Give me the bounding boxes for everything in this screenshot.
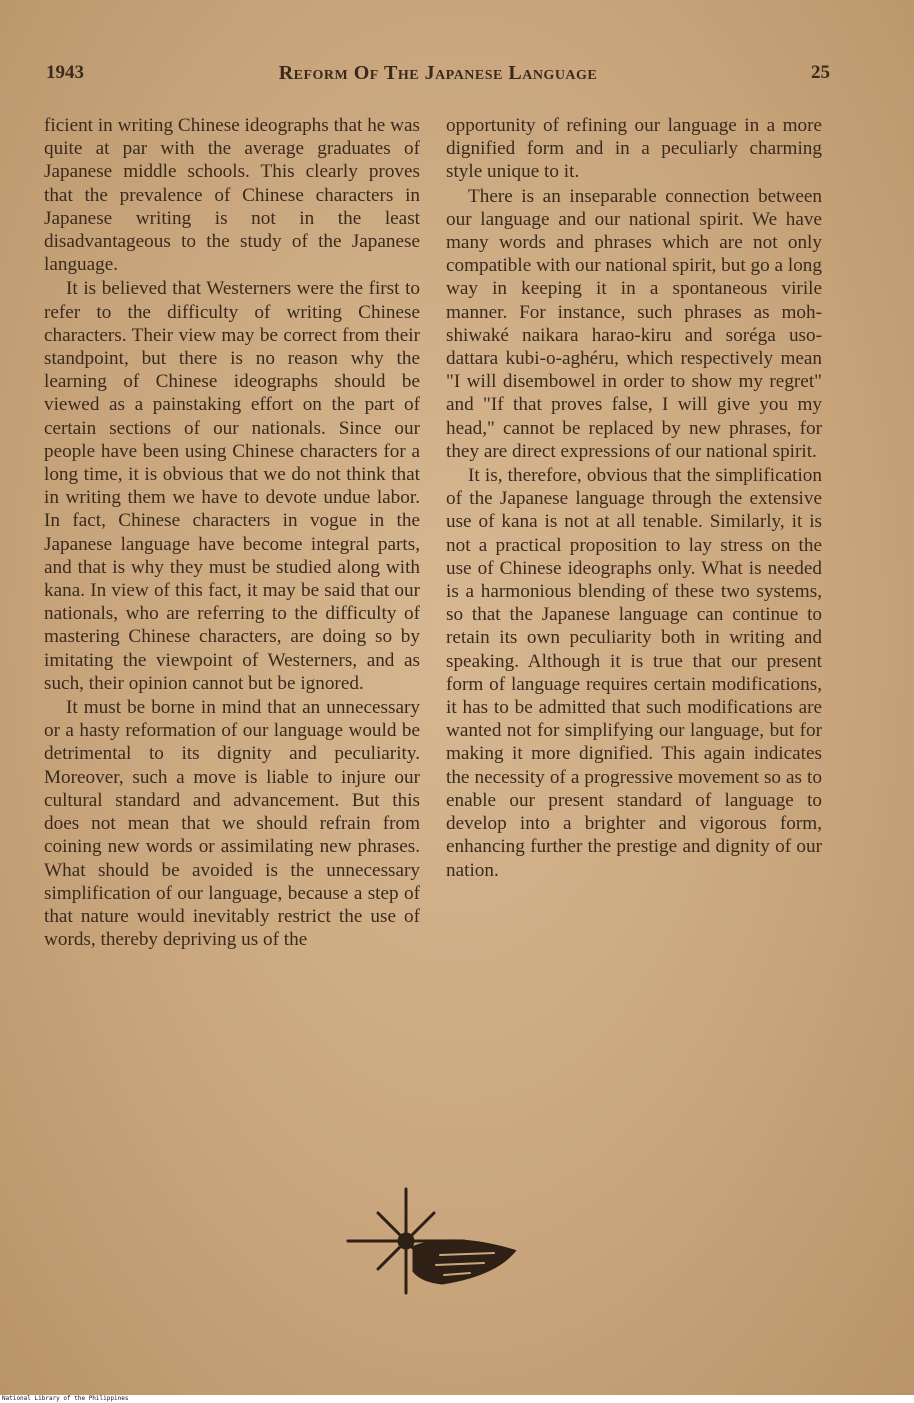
paragraph: It is, therefore, obvious that the simplification of the Japanese language through the extensive use of kana is not at all tenable. Similarly, it is not a practical proposition to lay stress on the use of Chinese ideographs only. What is needed is a harmonious blending of these two systems, so that the Japanese language can continue to retain its own peculiarity both in writing and speaking. Although it is true that our present form of language requires certain modifications, it has to be admitted that such modifications are wanted not for simplifying our language, but for making it more dignified. This again indicates the necessity of a progressive movement so as to enable our present standard of language to develop into a brighter and vigorous form, enhancing further the prestige and dignity of our nation. bbox=[446, 465, 822, 881]
page-number: 25 bbox=[811, 62, 830, 83]
left-column bbox=[44, 114, 420, 951]
header-year: 1943 bbox=[46, 62, 84, 83]
watermark-footer bbox=[0, 1395, 914, 1403]
header-title: Reform Of The Japanese Language bbox=[278, 62, 598, 84]
paragraph: It must be borne in mind that an unnecessary or a hasty reformation of our language would be detrimental to its dignity and peculiarity. Moreover, such a move is liable to injure our cultural standard and advancement. But this does not mean that we should refrain from coining new words or assimilating new phrases. What should be avoided is the unnecessary simplification of our language, because a step of that nature would inevitably restrict the use of words, thereby depriving us of the bbox=[44, 697, 420, 951]
paragraph: There is an inseparable connection between our language and our national spirit. We have many words and phrases which are not only compatible with our national spirit, but go a long way in keeping it in a spontaneous virile manner. For instance, such phrases as moh-shiwaké naikara harao-kiru and soréga uso-dattara kubi-o-aghéru, which respectively mean "I will disembowel in order to show my regret" and "If that proves false, I will give you my head," cannot be replaced by new phrases, for they are direct expressions of our national spirit. bbox=[446, 185, 822, 462]
ship-compass-ornament-icon bbox=[344, 1183, 520, 1315]
paragraph: It is believed that Westerners were the first to refer to the difficulty of writing Chinese characters. Their view may be correct from their standpoint, but there is no reason why the learning of Chinese ideographs should be viewed as a painstaking effort on the part of certain sections of our nationals. Since our people have been using Chinese characters for a long time, it is obvious that we do not think that in writing them we have to devote undue labor. In fact, Chinese characters in vogue in the Japanese language have become integral parts, and that is why they must be studied along with kana. In view of this fact, it may be said that our nationals, who are referring to the difficulty of mastering Chinese characters, are doing so by imitating the viewpoint of Westerners, and as such, their opinion cannot but be ignored. bbox=[44, 278, 420, 694]
paragraph: opportunity of refining our language in a more dignified form and in a peculiarly charming style unique to it. bbox=[446, 115, 822, 183]
watermark-text: National Library of the Philippines bbox=[2, 1395, 129, 1402]
running-header bbox=[46, 60, 830, 90]
paragraph: ficient in writing Chinese ideographs that he was quite at par with the average graduates of Japanese middle schools. This clearly proves that the prevalence of Chinese characters in Japanese writing is not in the least disadvantageous to the study of the Japanese language. bbox=[44, 115, 420, 276]
right-column bbox=[446, 114, 822, 882]
